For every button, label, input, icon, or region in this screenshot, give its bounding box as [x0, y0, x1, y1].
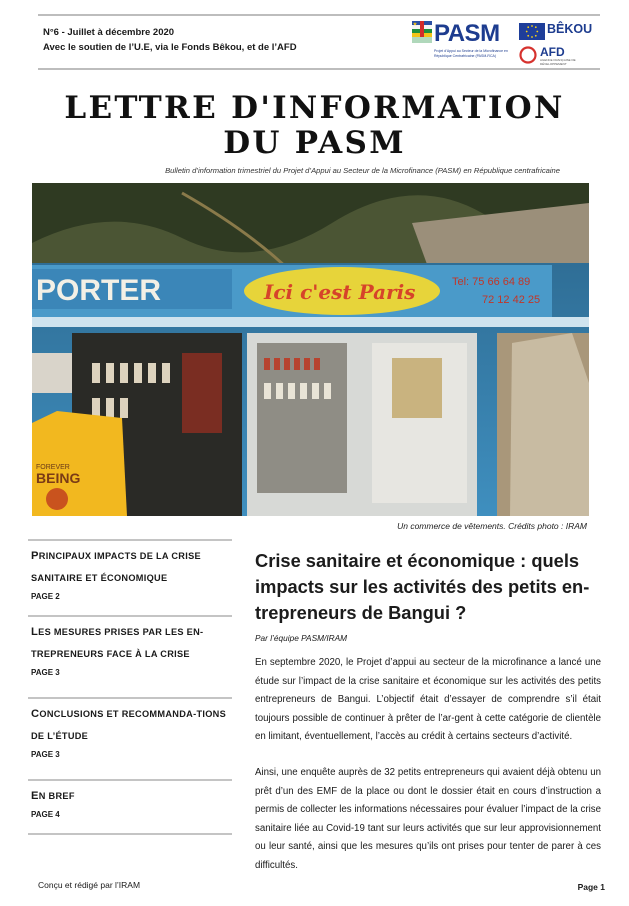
toc-title-rest: N BREF: [38, 791, 75, 801]
toc-item-page: PAGE 2: [31, 592, 60, 601]
toc-title-rest: ES MESURES PRISES PAR LES EN-TREPRENEURS FACE À LA CRISE: [31, 627, 204, 659]
bekou-logo: BÊKOU: [547, 22, 593, 36]
sign-porter: PORTER: [36, 274, 162, 307]
toc-item-page: PAGE 4: [31, 810, 60, 819]
toc-title-rest: RINCIPAUX IMPACTS DE LA CRISE SANITAIRE ET ÉCONOMIQUE: [31, 551, 201, 583]
newsletter-title: [0, 91, 629, 161]
afd-logo-subtitle: AGENCE FRANÇAISE DE DÉVELOPPEMENT: [540, 58, 576, 66]
shirt-text-1: FOREVER: [36, 464, 70, 471]
article-paragraph: En septembre 2020, le Projet d’appui au secteur de la microfinance a lancé une étude sur l’impact de la crise sanitaire et économique sur les activités des petits entrepreneurs de Bangui. L’objectif était d’essayer de comprendre s’il était toujours possible de continuer à prêter de l’ar-gent à cette catégorie de clientèle en limitant, éventuellement, l’accès au crédit à certains secteurs d’activité.: [255, 657, 601, 743]
sign-phone-1: Tel: 75 66 64 89: [452, 276, 531, 288]
afd-circle-icon: [519, 46, 537, 64]
afd-logo-text: AFD: [540, 45, 565, 59]
toc-item-page: PAGE 3: [31, 750, 60, 759]
afd-logo: [519, 45, 599, 65]
shirt-text-2: BEING: [36, 470, 81, 486]
sign-paris: Ici c'est Paris: [264, 280, 416, 304]
pasm-logo-subtitle: Projet d’Appui au Secteur de la Microfinance en République Centrafricaine (PASM-RCA): [434, 49, 508, 58]
toc-item[interactable]: [28, 779, 232, 835]
toc-divider: [28, 779, 232, 781]
eu-flag-icon: [519, 23, 545, 40]
toc-item-title: [28, 545, 232, 589]
newsletter-subtitle: Bulletin d’information trimestriel du Projet d’Appui au Secteur de la Microfinance (PASM) en République centrafricaine: [165, 166, 560, 175]
toc-divider: [28, 539, 232, 541]
toc-title-initial: E: [31, 790, 39, 802]
cover-photo: [32, 183, 589, 516]
partner-logos: [412, 18, 600, 66]
pasm-logo: PASM: [434, 20, 500, 47]
title-line-1: LETTRE D'INFORMATION: [64, 90, 565, 126]
toc-divider: [28, 833, 232, 835]
header-bottom-rule: [38, 68, 600, 70]
toc-item[interactable]: [28, 615, 232, 677]
page-number: Page 1: [577, 882, 605, 892]
rca-flag-icon: [412, 21, 432, 43]
toc-title-initial: P: [31, 550, 39, 562]
toc-title-rest: ONCLUSIONS ET RECOMMANDA-TIONS DE L’ÉTUDE: [31, 709, 227, 741]
toc-item-page: PAGE 3: [31, 668, 60, 677]
issue-number: N°6 - Juillet à décembre 2020: [43, 27, 175, 38]
toc-title-initial: L: [31, 626, 39, 638]
toc-item-title: [28, 703, 232, 747]
footer-credit: Conçu et rédigé par l’IRAM: [38, 880, 141, 890]
photo-caption: Un commerce de vêtements. Crédits photo : IRAM: [397, 521, 587, 531]
toc-divider: [28, 615, 232, 617]
shop-photo-illustration: [32, 183, 589, 516]
toc-item[interactable]: [28, 539, 232, 601]
toc-item-title: [28, 785, 232, 807]
article-title: Crise sanitaire et économique : quels impacts sur les activités des petits en-trepreneurs de Bangui ?: [255, 550, 590, 623]
sign-phone-2: 72 12 42 25: [482, 294, 541, 306]
article-paragraph: Ainsi, une enquête auprès de 32 petits entrepreneurs qui avaient déjà obtenu un prêt d’un des EMF de la place ou dont le dossier était en cours d’instruction a permis de collecter les informations nécessaires pour évaluer l’impact de la crise sanitaire liée au Covid-19 tant sur leurs activités que sur leur approvisionnement ou leur santé, ainsi que les mesures qu’ils ont prises pour tenter de parer à ces difficultés.: [255, 767, 601, 871]
toc-item[interactable]: [28, 697, 232, 759]
support-statement: Avec le soutien de l’U.E, via le Fonds Bêkou, et de l’AFD: [43, 42, 297, 53]
toc-item-title: [28, 621, 232, 665]
toc-divider: [28, 697, 232, 699]
article-author: Par l’équipe PASM/IRAM: [255, 633, 348, 643]
title-line-2: DU PASM: [223, 125, 406, 161]
header-top-rule: [38, 14, 600, 16]
toc-title-initial: C: [31, 708, 40, 720]
